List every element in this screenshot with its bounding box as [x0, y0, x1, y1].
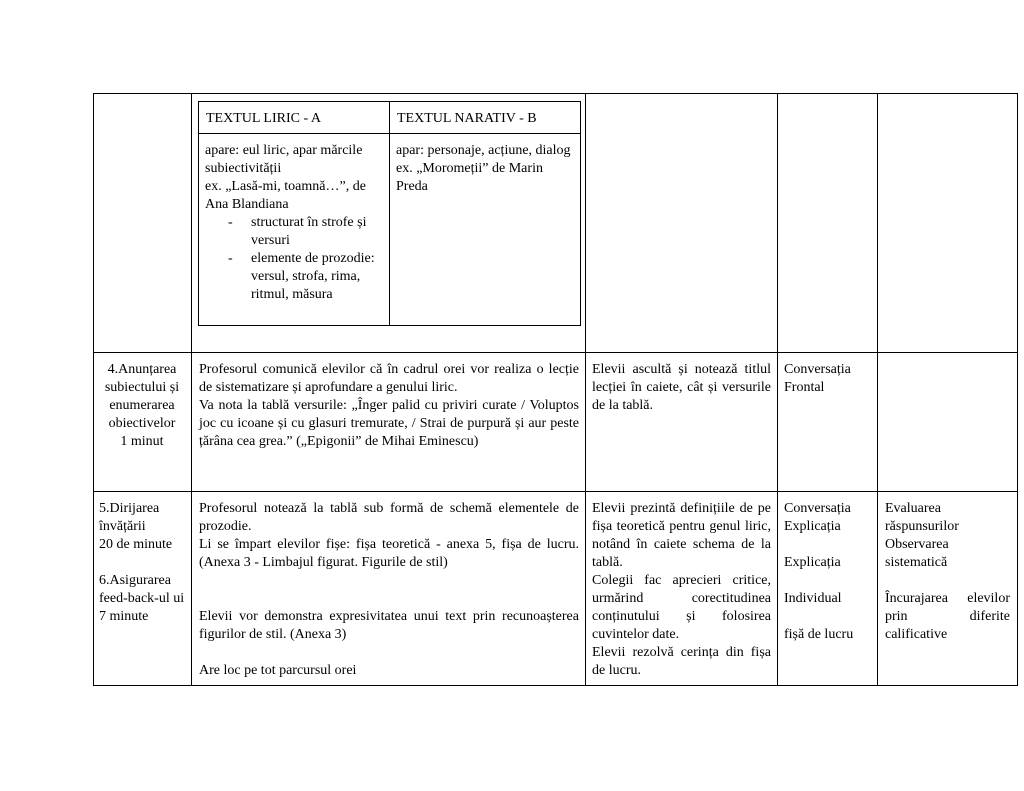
- teacher-activity-paragraph: Profesorul comunică elevilor că în cadrul orei vor realiza o lecție de sistematizare și aprofundare a genului liric.: [199, 362, 579, 395]
- methods-text: fișă de lucru: [784, 627, 854, 642]
- student-activity-cell: Elevii ascultă și notează titlul lecției în caiete, cât și versurile de la tablă.: [592, 362, 771, 413]
- methods-text: Explicația: [784, 555, 841, 570]
- student-activity-paragraph: Elevii prezintă definițiile de pe fișa teoretică pentru genul liric, notând în caiete schema de la tablă.: [592, 501, 771, 570]
- spacer: [885, 572, 1010, 590]
- methods-cell: [784, 500, 872, 644]
- teacher-activity-paragraph: Profesorul notează la tablă sub formă de schemă elementele de prozodie. Li se împart elevilor fișe: fișa teoretică - anexa 5, fișa de lucru. (Anexa 3 - Limbajul figurat. Figurile de stil): [199, 501, 579, 570]
- evaluation-text: Încurajarea elevilor prin diferite calificative: [885, 591, 1010, 642]
- teacher-activity-paragraph: Va nota la tablă versurile: „Înger palid cu priviri curate / Voluptos joc cu icoane și cu glasuri tremurate, / Strai de purpură și aur peste țărâna cea grea.” („Epigonii” de Mihai Eminescu): [199, 398, 579, 449]
- spacer: [784, 536, 872, 554]
- list-item: - structurat în strofe și versuri: [205, 214, 385, 250]
- list-item: - elemente de prozodie: versul, strofa, rima, ritmul, măsura: [205, 250, 385, 304]
- lyric-text-list: [205, 214, 385, 304]
- table-border-right: [1017, 93, 1018, 686]
- spacer: [784, 608, 872, 626]
- column-divider: [191, 93, 192, 686]
- inner-column-divider: [389, 102, 390, 325]
- header-narrative-text: TEXTUL NARATIV - B: [397, 111, 537, 126]
- teacher-activity-paragraph: Are loc pe tot parcursul orei: [199, 663, 357, 678]
- spacer: [199, 644, 579, 662]
- stage-guidance: 5.Dirijarea învățării 20 de minute: [99, 501, 173, 552]
- spacer: [99, 554, 189, 572]
- header-lyric-text: TEXTUL LIRIC - A: [206, 111, 321, 126]
- column-divider: [777, 93, 778, 686]
- stage-cell: [99, 500, 189, 626]
- stage-feedback: 6.Asigurarea feed-back-ul ui 7 minute: [99, 573, 185, 624]
- table-border-top: [93, 93, 1018, 94]
- methods-text: Conversația Explicația: [784, 501, 851, 534]
- column-divider: [585, 93, 586, 686]
- evaluation-text: Evaluarea răspunsurilor Observarea sistematică: [885, 501, 959, 570]
- student-activity-cell: [592, 500, 771, 680]
- narrative-text-description: apar: personaje, acțiune, dialog ex. „Moromeții” de Marin Preda: [396, 143, 571, 194]
- student-activity-paragraph: Elevii rezolvă cerința din fișa de lucru.: [592, 645, 771, 678]
- student-activity-paragraph: Colegii fac aprecieri critice, urmărind corectitudinea conținutului și folosirea cuvintelor date.: [592, 573, 771, 642]
- teacher-activity-cell: [199, 361, 579, 451]
- row-divider: [93, 352, 1018, 353]
- lyric-text-description: [205, 142, 385, 304]
- lyric-text-body: apare: eul liric, apar mărcile subiectivității ex. „Lasă-mi, toamnă…”, de Ana Blandiana: [205, 143, 366, 212]
- row-divider: [93, 491, 1018, 492]
- methods-cell: Conversația Frontal: [784, 362, 851, 395]
- inner-header-divider: [199, 133, 580, 134]
- evaluation-cell: [885, 500, 1010, 644]
- table-border-left: [93, 93, 94, 686]
- teacher-activity-paragraph: Elevii vor demonstra expresivitatea unui text prin recunoașterea figurilor de stil. (Anexa 3): [199, 609, 579, 642]
- lyric-vs-narrative-table: [198, 101, 581, 326]
- stage-cell: 4.Anunțarea subiectului și enumerarea obiectivelor 1 minut: [104, 362, 180, 449]
- column-divider: [877, 93, 878, 686]
- teacher-activity-cell: [199, 500, 579, 680]
- spacer: [199, 572, 579, 608]
- spacer: [784, 572, 872, 590]
- table-border-bottom: [93, 685, 1018, 686]
- methods-text: Individual: [784, 591, 842, 606]
